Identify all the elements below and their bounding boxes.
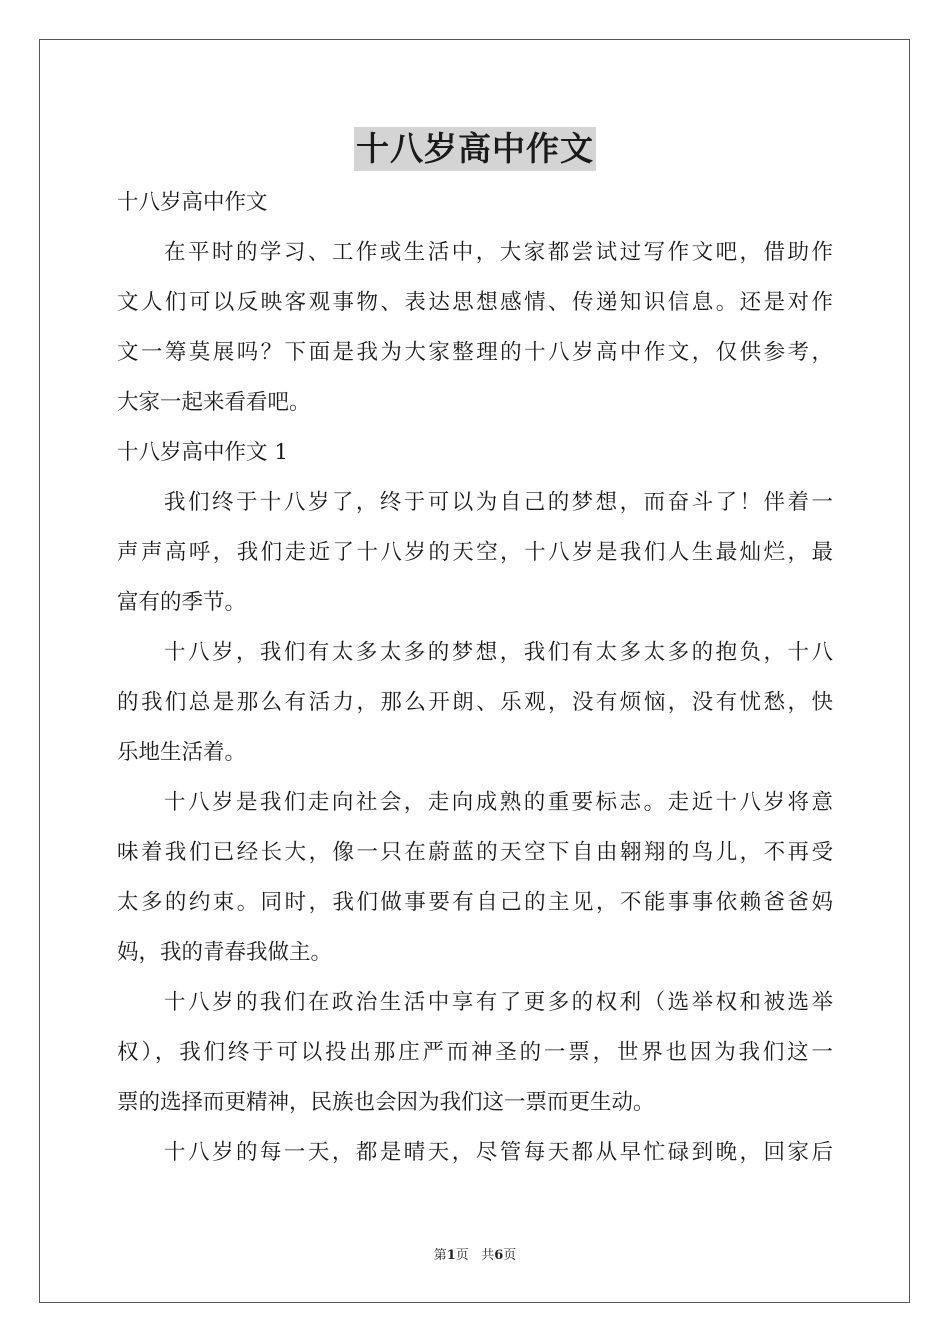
paragraph-line: 十八岁是我们走向社会，走向成熟的重要标志。走近十八岁将意: [164, 790, 833, 815]
total-page-count: 6: [494, 1248, 504, 1263]
paragraph-line: 富有的季节。: [117, 590, 247, 615]
current-page-number: 1: [446, 1248, 456, 1263]
page-suffix: 页: [455, 1248, 469, 1263]
paragraph-line: 十八岁的每一天，都是晴天，尽管每天都从早忙碌到晚，回家后: [164, 1140, 833, 1165]
subtitle-line: 十八岁高中作文: [117, 190, 268, 215]
title-container: [0, 127, 950, 171]
page-footer: [0, 1247, 950, 1265]
total-prefix: 共: [481, 1248, 495, 1263]
document-body: [117, 178, 833, 1178]
paragraph-line: 大家一起来看看吧。: [117, 390, 311, 415]
page-prefix: 第: [433, 1248, 447, 1263]
paragraph-line: 在平时的学习、工作或生活中，大家都尝试过写作文吧，借助作: [164, 240, 833, 265]
paragraph-line: 乐地生活着。: [117, 740, 247, 765]
paragraph-line: 的我们总是那么有活力，那么开朗、乐观，没有烦恼，没有忧愁，快: [117, 690, 833, 715]
section-heading: 十八岁高中作文 1: [117, 440, 289, 465]
paragraph-line: 文人们可以反映客观事物、表达思想感情、传递知识信息。还是对作: [117, 290, 833, 315]
document-title: 十八岁高中作文: [354, 127, 596, 171]
paragraph-line: 我们终于十八岁了，终于可以为自己的梦想，而奋斗了！伴着一: [164, 490, 833, 515]
paragraph-line: 十八岁，我们有太多太多的梦想，我们有太多太多的抱负，十八: [164, 640, 833, 665]
paragraph-line: 声声高呼，我们走近了十八岁的天空，十八岁是我们人生最灿烂，最: [117, 540, 833, 565]
paragraph-line: 文一筹莫展吗？下面是我为大家整理的十八岁高中作文，仅供参考，: [117, 340, 833, 365]
paragraph-line: 妈，我的青春我做主。: [117, 940, 333, 965]
paragraph-line: 权），我们终于可以投出那庄严而神圣的一票，世界也因为我们这一: [117, 1040, 833, 1065]
paragraph-line: 味着我们已经长大，像一只在蔚蓝的天空下自由翱翔的鸟儿，不再受: [117, 840, 833, 865]
paragraph-line: 十八岁的我们在政治生活中享有了更多的权利（选举权和被选举: [164, 990, 833, 1015]
total-suffix: 页: [503, 1248, 517, 1263]
paragraph-line: 太多的约束。同时，我们做事要有自己的主见，不能事事依赖爸爸妈: [117, 890, 833, 915]
paragraph-line: 票的选择而更精神，民族也会因为我们这一票而更生动。: [117, 1090, 655, 1115]
